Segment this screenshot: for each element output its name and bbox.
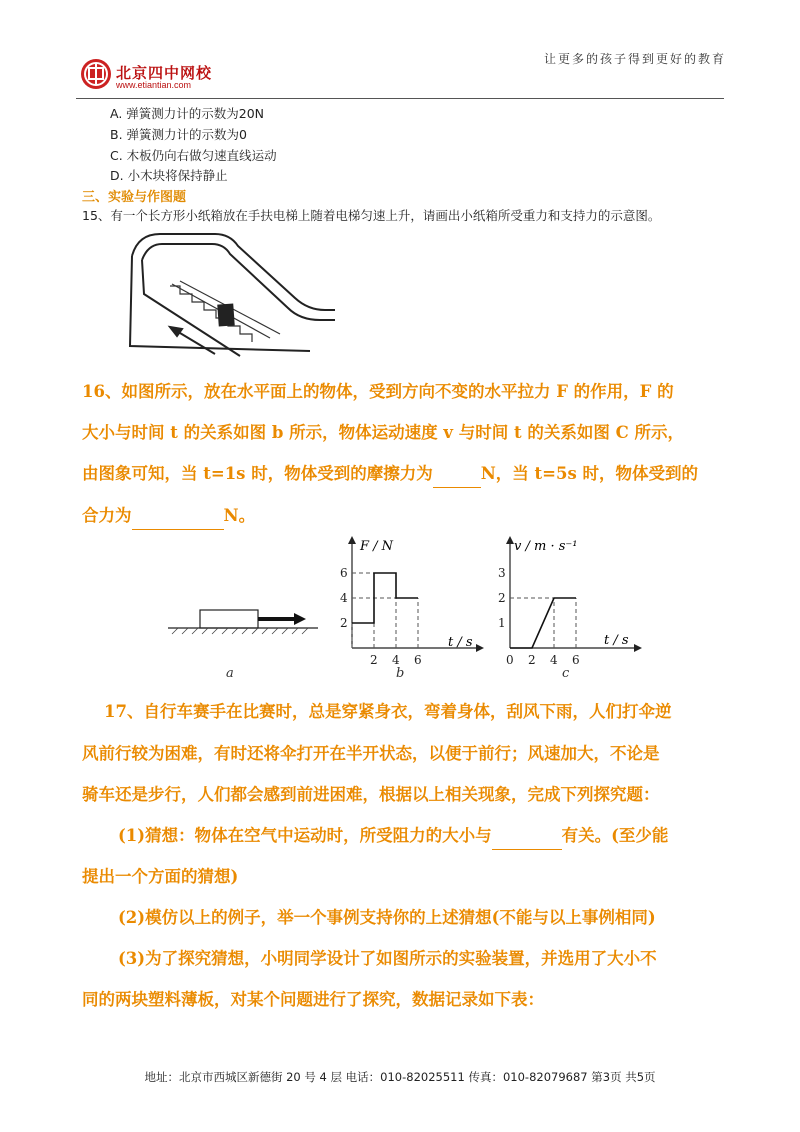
- x-tick-label: 6: [572, 653, 580, 666]
- x-axis-label: t / s: [448, 635, 473, 650]
- x-tick-label: 4: [550, 653, 558, 666]
- y-tick-label: 4: [340, 591, 348, 605]
- figure-a-caption: a: [226, 666, 234, 681]
- q17-part1: [118, 824, 668, 850]
- option-a: A. 弹簧测力计的示数为20N: [110, 106, 265, 121]
- q16-line4: [82, 504, 255, 530]
- figure-c-chart: [496, 536, 646, 670]
- q17-part1-cont: 提出一个方面的猜想): [82, 867, 239, 886]
- figure-b-caption: b: [396, 666, 405, 681]
- header-slogan: 让更多的孩子得到更好的教育: [543, 52, 726, 66]
- x-tick-label: 4: [392, 653, 400, 666]
- y-tick-label: 3: [498, 566, 506, 580]
- q16-line1: 16、如图所示，放在水平面上的物体，受到方向不变的水平拉力 F 的作用，F 的: [82, 382, 674, 401]
- q16-line3: [82, 462, 698, 488]
- question-15: 15、有一个长方形小纸箱放在手扶电梯上随着电梯匀速上升，请画出小纸箱所受重力和支持力的示意图。: [82, 208, 661, 223]
- q17-line2: 风前行较为困难，有时还将伞打开在半开状态，以便于前行；风速加大，不论是: [82, 744, 660, 763]
- figure-a-block-diagram: [168, 600, 318, 644]
- q16-line3-text-b: N，当 t=5s 时，物体受到的: [480, 464, 699, 483]
- figure-c-caption: c: [562, 666, 570, 681]
- q17-part1-text-b: 有关。(至少能: [561, 826, 669, 845]
- option-b: B. 弹簧测力计的示数为0: [110, 127, 247, 142]
- q17-part3: (3)为了探究猜想，小明同学设计了如图所示的实验装置，并选用了大小不: [118, 949, 657, 968]
- page-footer: 地址：北京市西城区新德街 20 号 4 层 电话：010-82025511 传真：010-82079687 第3页 共5页: [144, 1070, 656, 1084]
- logo-name: 北京四中网校: [116, 64, 213, 82]
- x-axis-label: t / s: [604, 633, 629, 648]
- q17-part1-text-a: (1)猜想：物体在空气中运动时，所受阻力的大小与: [118, 826, 492, 845]
- q17-line1: 17、自行车赛手在比赛时，总是穿紧身衣，弯着身体，刮风下雨，人们打伞逆: [104, 702, 672, 721]
- y-axis-label: F / N: [360, 539, 394, 554]
- q17-line3: 骑车还是步行，人们都会感到前进困难，根据以上相关现象，完成下列探究题：: [82, 785, 660, 804]
- y-tick-label: 6: [340, 566, 348, 580]
- q16-line2: 大小与时间 t 的关系如图 b 所示，物体运动速度 v 与时间 t 的关系如图 C 所示，: [82, 423, 684, 442]
- answer-blank-net-force[interactable]: [132, 504, 224, 530]
- escalator-figure: [120, 226, 345, 370]
- q16-line4-text-b: N。: [223, 506, 256, 525]
- x-tick-label: 2: [370, 653, 378, 666]
- answer-blank-friction[interactable]: [433, 462, 481, 488]
- x-tick-label: 0: [506, 653, 514, 666]
- y-tick-label: 2: [498, 591, 506, 605]
- figure-b-chart: [330, 536, 490, 670]
- y-axis-label: v / m · s⁻¹: [514, 539, 578, 554]
- answer-blank-guess[interactable]: [492, 824, 562, 850]
- x-tick-label: 6: [414, 653, 422, 666]
- y-tick-label: 2: [340, 616, 348, 630]
- series-line: [510, 598, 576, 648]
- school-logo-icon: [80, 58, 112, 94]
- header-divider: [76, 98, 724, 99]
- y-tick-label: 1: [498, 616, 506, 630]
- option-c: C. 木板仍向右做匀速直线运动: [110, 148, 277, 163]
- logo-url[interactable]: www.etiantian.com: [116, 80, 192, 90]
- q17-part2: (2)模仿以上的例子，举一个事例支持你的上述猜想(不能与以上事例相同): [118, 908, 656, 927]
- section-title: 三、实验与作图题: [82, 190, 187, 205]
- x-tick-label: 2: [528, 653, 536, 666]
- q16-line4-text-a: 合力为: [82, 506, 132, 525]
- option-d: D. 小木块将保持静止: [110, 168, 228, 183]
- q16-line3-text-a: 由图象可知，当 t=1s 时，物体受到的摩擦力为: [82, 464, 433, 483]
- block: [200, 610, 258, 628]
- q17-part3-cont: 同的两块塑料薄板，对某个问题进行了探究，数据记录如下表：: [82, 990, 544, 1009]
